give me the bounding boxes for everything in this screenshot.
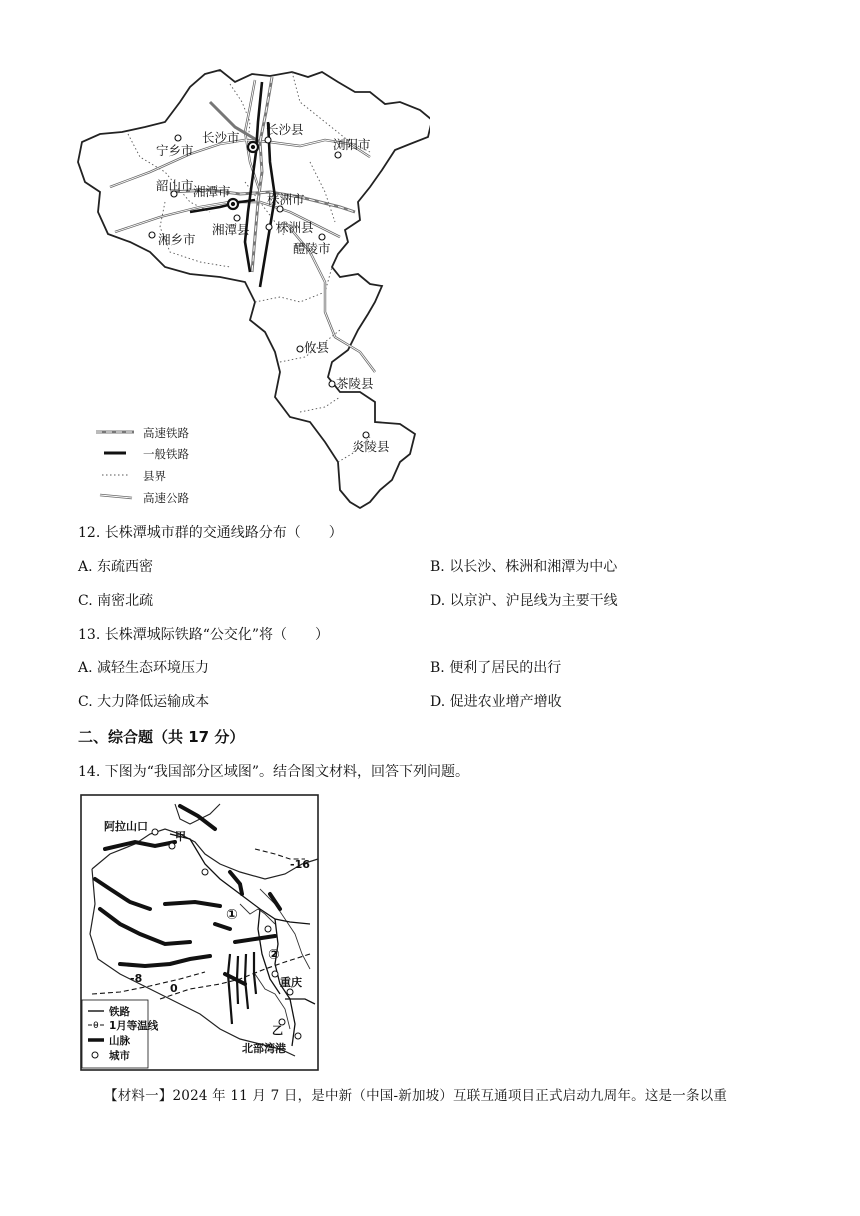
city-label-zhuzhou: 株洲市 bbox=[267, 192, 305, 207]
city-label-youxian: 攸县 bbox=[304, 340, 330, 355]
city-label-changshaxian: 长沙县 bbox=[266, 122, 304, 137]
city-dot-chaling bbox=[329, 381, 335, 387]
legend-county-border: 县界 bbox=[143, 469, 166, 483]
changzhutan-map bbox=[70, 62, 430, 517]
legend-railway-label: 铁路 bbox=[109, 1006, 130, 1018]
label-beibu: 北部湾港 bbox=[242, 1042, 286, 1055]
city-dot-alashankou bbox=[152, 829, 158, 835]
q13-option-a[interactable]: A. 减轻生态环境压力 bbox=[78, 660, 210, 676]
city-dot-liuyang bbox=[335, 152, 341, 158]
label-iso-m8: -8 bbox=[130, 972, 143, 985]
label-alashankou: 阿拉山口 bbox=[104, 820, 148, 833]
q13-option-c[interactable]: C. 大力降低运输成本 bbox=[78, 694, 210, 710]
city-dot-urumqi bbox=[202, 869, 208, 875]
city-dot-jia bbox=[169, 843, 175, 849]
city-label-xiangtanxian: 湘潭县 bbox=[212, 222, 250, 237]
q13-option-b[interactable]: B. 便利了居民的出行 bbox=[430, 660, 562, 676]
city-label-changsha: 长沙市 bbox=[202, 130, 240, 145]
legend-iso-sample: 0 bbox=[93, 1021, 99, 1031]
label-iso-0: 0 bbox=[170, 982, 178, 995]
legend-isotherm-label: 1月等温线 bbox=[109, 1020, 159, 1032]
city-label-liuyang: 浏阳市 bbox=[333, 137, 371, 152]
city-dot-ningxiang bbox=[175, 135, 181, 141]
q12-option-d[interactable]: D. 以京沪、沪昆线为主要干线 bbox=[430, 593, 618, 609]
label-circle2: ② bbox=[268, 947, 280, 963]
city-dot-yanling bbox=[363, 432, 369, 438]
city-label-chaling: 茶陵县 bbox=[336, 376, 374, 391]
legend-city-label: 城市 bbox=[109, 1050, 130, 1062]
city-dot-beibu bbox=[295, 1033, 301, 1039]
material-one-text: 【材料一】2024 年 11 月 7 日，是中新（中国-新加坡）互联互通项目正式启动九周年。这是一条以重 bbox=[104, 1088, 728, 1104]
label-chongqing: 重庆 bbox=[280, 976, 302, 989]
label-jia: 甲 bbox=[175, 830, 186, 843]
city-label-zhuzhouxian: 株洲县 bbox=[276, 220, 314, 235]
city-dot-chengdu bbox=[272, 971, 278, 977]
city-dot-xiangtanxian bbox=[234, 215, 240, 221]
q14-stem: 14. 下图为“我国部分区域图”。结合图文材料，回答下列问题。 bbox=[78, 764, 470, 780]
city-dot-liling bbox=[319, 234, 325, 240]
map1-legend bbox=[96, 426, 189, 505]
map2-legend bbox=[82, 1000, 159, 1068]
city-label-liling: 醴陵市 bbox=[293, 241, 331, 256]
q12-option-a[interactable]: A. 东疏西密 bbox=[78, 559, 154, 575]
city-dot-xiangxiang bbox=[149, 232, 155, 238]
legend-railway: 一般铁路 bbox=[143, 447, 189, 461]
q12-option-c[interactable]: C. 南密北疏 bbox=[78, 593, 154, 609]
city-label-ningxiang: 宁乡市 bbox=[156, 143, 194, 158]
city-dot-chongqing bbox=[287, 989, 293, 995]
section-heading: 二、综合题（共 17 分） bbox=[78, 728, 245, 746]
legend-expressway: 高速公路 bbox=[143, 491, 189, 505]
q13-option-d[interactable]: D. 促进农业增产增收 bbox=[430, 694, 562, 710]
legend-hsr: 高速铁路 bbox=[143, 426, 189, 440]
label-iso-m16: -16 bbox=[290, 858, 310, 871]
city-dot-changshaxian bbox=[265, 137, 271, 143]
city-dot-youxian bbox=[297, 346, 303, 352]
label-circle1: ① bbox=[226, 907, 238, 923]
city-dot-zhuzhouxian bbox=[266, 224, 272, 230]
city-label-shaoshan: 韶山市 bbox=[156, 178, 194, 193]
legend-mountain-label: 山脉 bbox=[109, 1035, 130, 1047]
label-yi: 乙 bbox=[272, 1024, 283, 1037]
q13-stem: 13. 长株潭城际铁路“公交化”将（ ） bbox=[78, 627, 330, 643]
region-map bbox=[80, 794, 320, 1072]
city-label-xiangxiang: 湘乡市 bbox=[158, 232, 196, 247]
q12-stem: 12. 长株潭城市群的交通线路分布（ ） bbox=[78, 525, 343, 541]
city-dot-lanzhou bbox=[265, 926, 271, 932]
city-label-yanling: 炎陵县 bbox=[352, 439, 390, 454]
city-label-xiangtan: 湘潭市 bbox=[193, 184, 231, 199]
q12-option-b[interactable]: B. 以长沙、株洲和湘潭为中心 bbox=[430, 559, 618, 575]
